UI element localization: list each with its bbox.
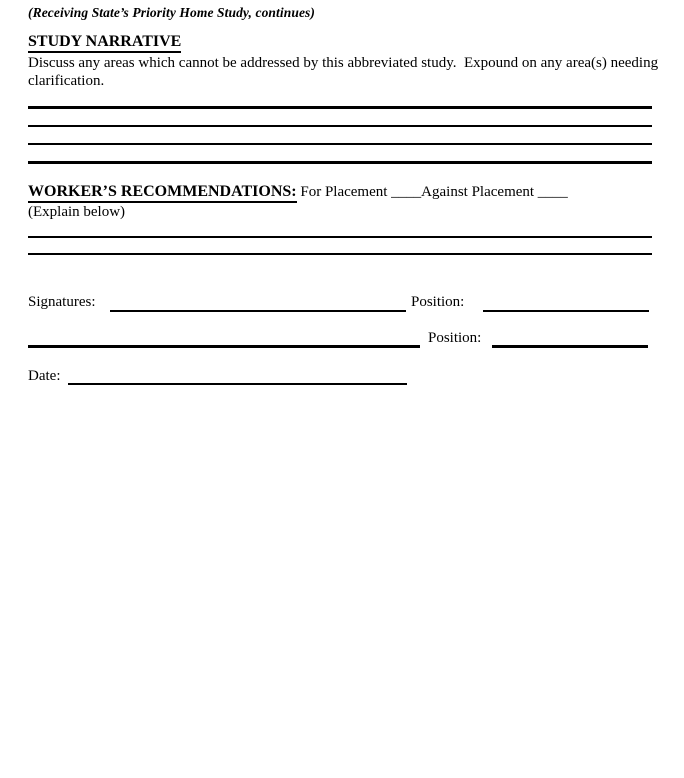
- placement-options-text: For Placement ____Against Placement ____: [296, 184, 568, 200]
- recommendation-write-line-1: [28, 236, 652, 238]
- date-label: Date:: [28, 368, 61, 384]
- date-line: [68, 383, 407, 385]
- continuation-note: (Receiving State’s Priority Home Study, continues): [28, 5, 315, 20]
- narrative-write-line-2: [28, 125, 652, 127]
- narrative-write-line-3: [28, 143, 652, 145]
- recommendation-write-line-2: [28, 253, 652, 255]
- explain-below-note: (Explain below): [28, 204, 126, 220]
- signature-line-2: [28, 345, 420, 348]
- narrative-write-line-4: [28, 161, 652, 164]
- position-label-1: Position:: [411, 294, 465, 310]
- narrative-write-line-1: [28, 106, 652, 109]
- position-line-2: [492, 345, 648, 348]
- study-narrative-heading-text: STUDY NARRATIVE: [28, 33, 181, 53]
- worker-recommendations-heading: WORKER’S RECOMMENDATIONS:: [28, 183, 297, 203]
- worker-recommendations-row: [28, 183, 568, 203]
- signatures-label: Signatures:: [28, 294, 96, 310]
- study-narrative-section-heading: [28, 33, 181, 53]
- study-narrative-instructions: Discuss any areas which cannot be addressed by this abbreviated study. Expound on any area(s) needing clarification.: [28, 55, 662, 89]
- signature-line-1: [110, 310, 406, 312]
- position-label-2: Position:: [428, 330, 482, 346]
- position-line-1: [483, 310, 649, 312]
